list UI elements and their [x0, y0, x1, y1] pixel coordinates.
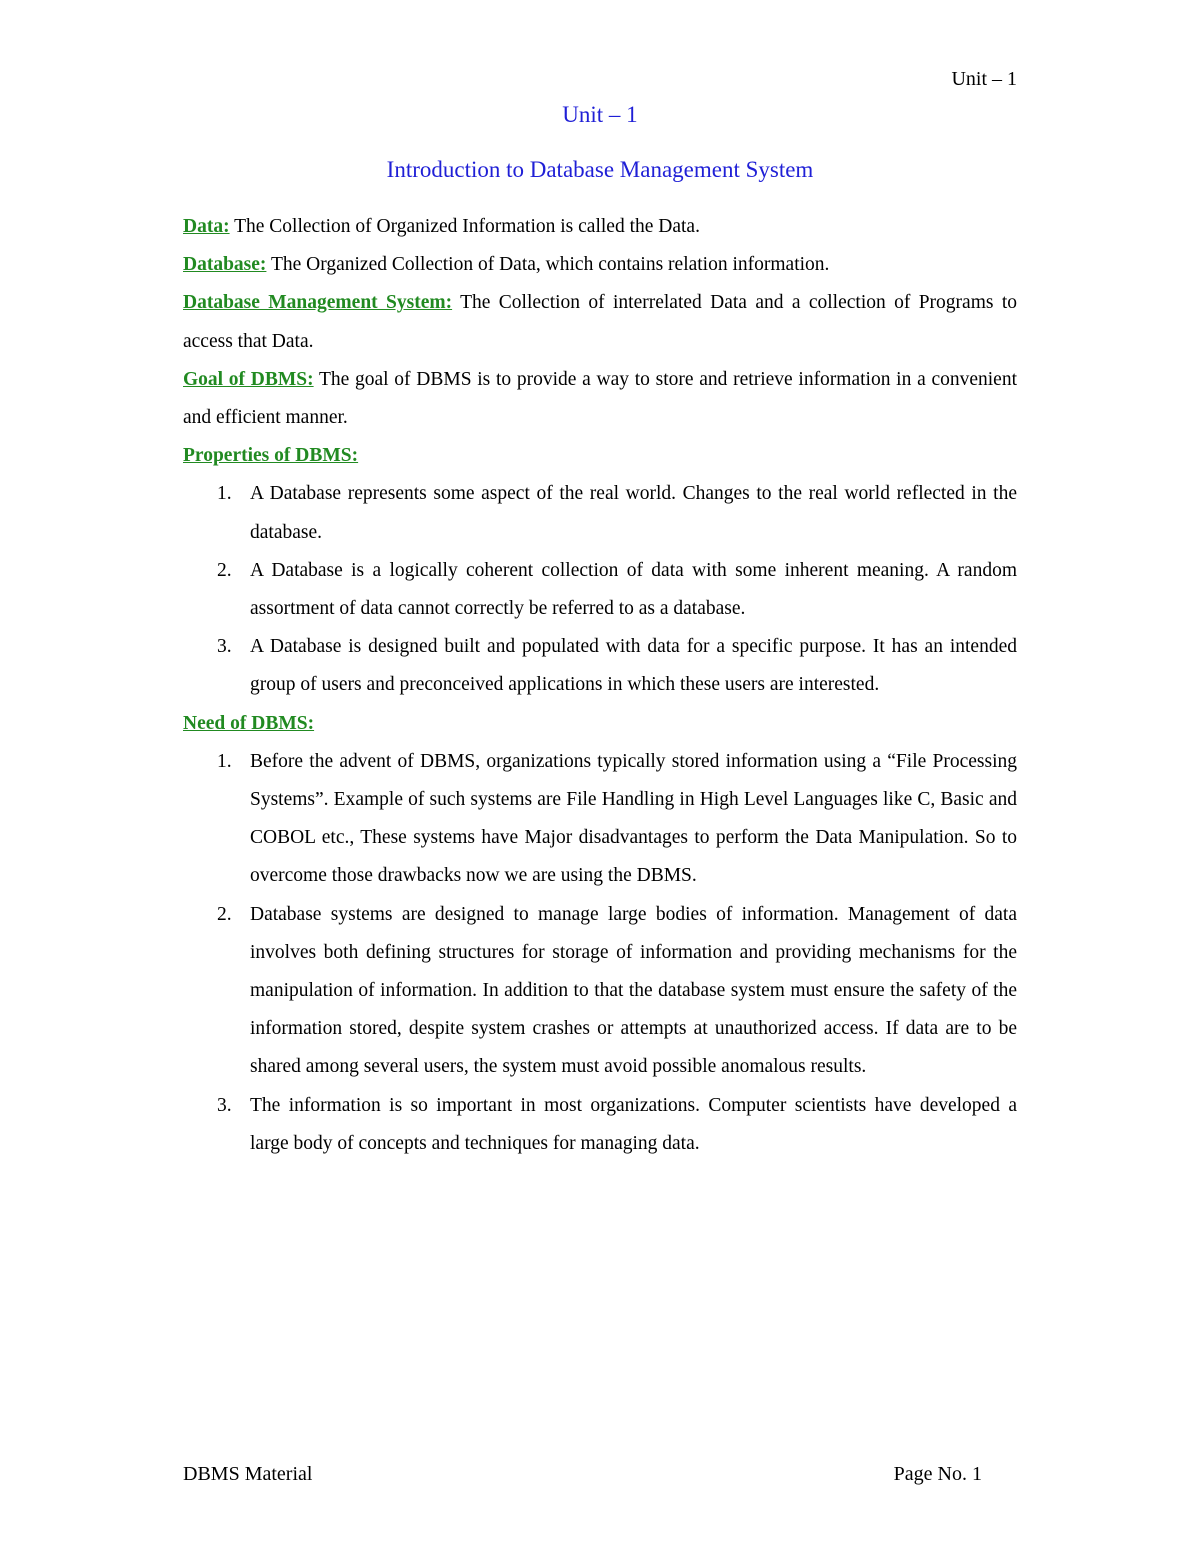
definition-label: Data:	[183, 216, 230, 237]
properties-list	[183, 475, 1017, 704]
page-title: Introduction to Database Management System	[386, 157, 814, 182]
list-item-text: Database systems are designed to manage large bodies of information. Management of data involves both defining structures for storage of information and providing mechanisms for the manipulation of information. In addition to that the database system must ensure the safety of the information stored, despite system crashes or attempts at unauthorized access. If data are to be shared among several users, the system must avoid possible anomalous results.	[250, 903, 1017, 1078]
definition-label: Database:	[183, 254, 267, 276]
list-item	[183, 552, 1017, 628]
need-heading: Need of DBMS:	[183, 712, 315, 734]
list-item	[183, 628, 1017, 704]
list-item	[183, 896, 1017, 1087]
list-item-text: A Database is a logically coherent collection of data with some inherent meaning. A random assortment of data cannot correctly be referred to as a database.	[250, 559, 1017, 620]
list-item	[183, 1087, 1017, 1163]
definition-text: The Collection of interrelated Data and a collection of Programs to access that Data.	[183, 292, 1017, 352]
document-body	[183, 208, 1017, 1163]
list-number: 3.	[217, 636, 232, 658]
list-number: 2.	[217, 559, 232, 581]
list-item-text: A Database is designed built and populated with data for a specific purpose. It has an intended group of users and preconceived applications in which these users are interested.	[250, 636, 1017, 696]
definition-text: The goal of DBMS is to provide a way to store and retrieve information in a convenient and efficient manner.	[183, 368, 1017, 429]
list-number: 3.	[217, 1094, 232, 1116]
list-number: 1.	[217, 483, 232, 505]
definition-text: The Organized Collection of Data, which contains relation information.	[266, 254, 830, 276]
definition-goal	[183, 361, 1017, 437]
list-number: 2.	[217, 903, 232, 925]
list-number: 1.	[217, 750, 232, 772]
footer-left: DBMS Material	[183, 1463, 313, 1485]
properties-heading: Properties of DBMS:	[183, 445, 359, 467]
definition-data	[183, 208, 1017, 246]
definition-dbms	[183, 284, 1017, 360]
page-number: Page No. 1	[893, 1463, 982, 1485]
list-item-text: The information is so important in most organizations. Computer scientists have developed a large body of concepts and techniques for managing data.	[250, 1094, 1017, 1154]
need-list	[183, 743, 1017, 1163]
list-item	[183, 475, 1017, 551]
unit-title: Unit – 1	[562, 102, 638, 127]
list-item-text: Before the advent of DBMS, organizations typically stored information using a “File Processing Systems”. Example of such systems are File Handling in High Level Languages like C, Basic and COBOL etc., These systems have Major disadvantages to perform the Data Manipulation. So to overcome those drawbacks now we are using the DBMS.	[250, 750, 1017, 887]
definition-text: The Collection of Organized Information is called the Data.	[229, 216, 700, 237]
running-header: Unit – 1	[951, 68, 1017, 90]
definition-label: Database Management System:	[183, 292, 453, 314]
list-item	[183, 743, 1017, 896]
definition-label: Goal of DBMS:	[183, 368, 314, 390]
list-item-text: A Database represents some aspect of the real world. Changes to the real world reflected in the database.	[250, 483, 1017, 543]
definition-database	[183, 246, 1017, 284]
